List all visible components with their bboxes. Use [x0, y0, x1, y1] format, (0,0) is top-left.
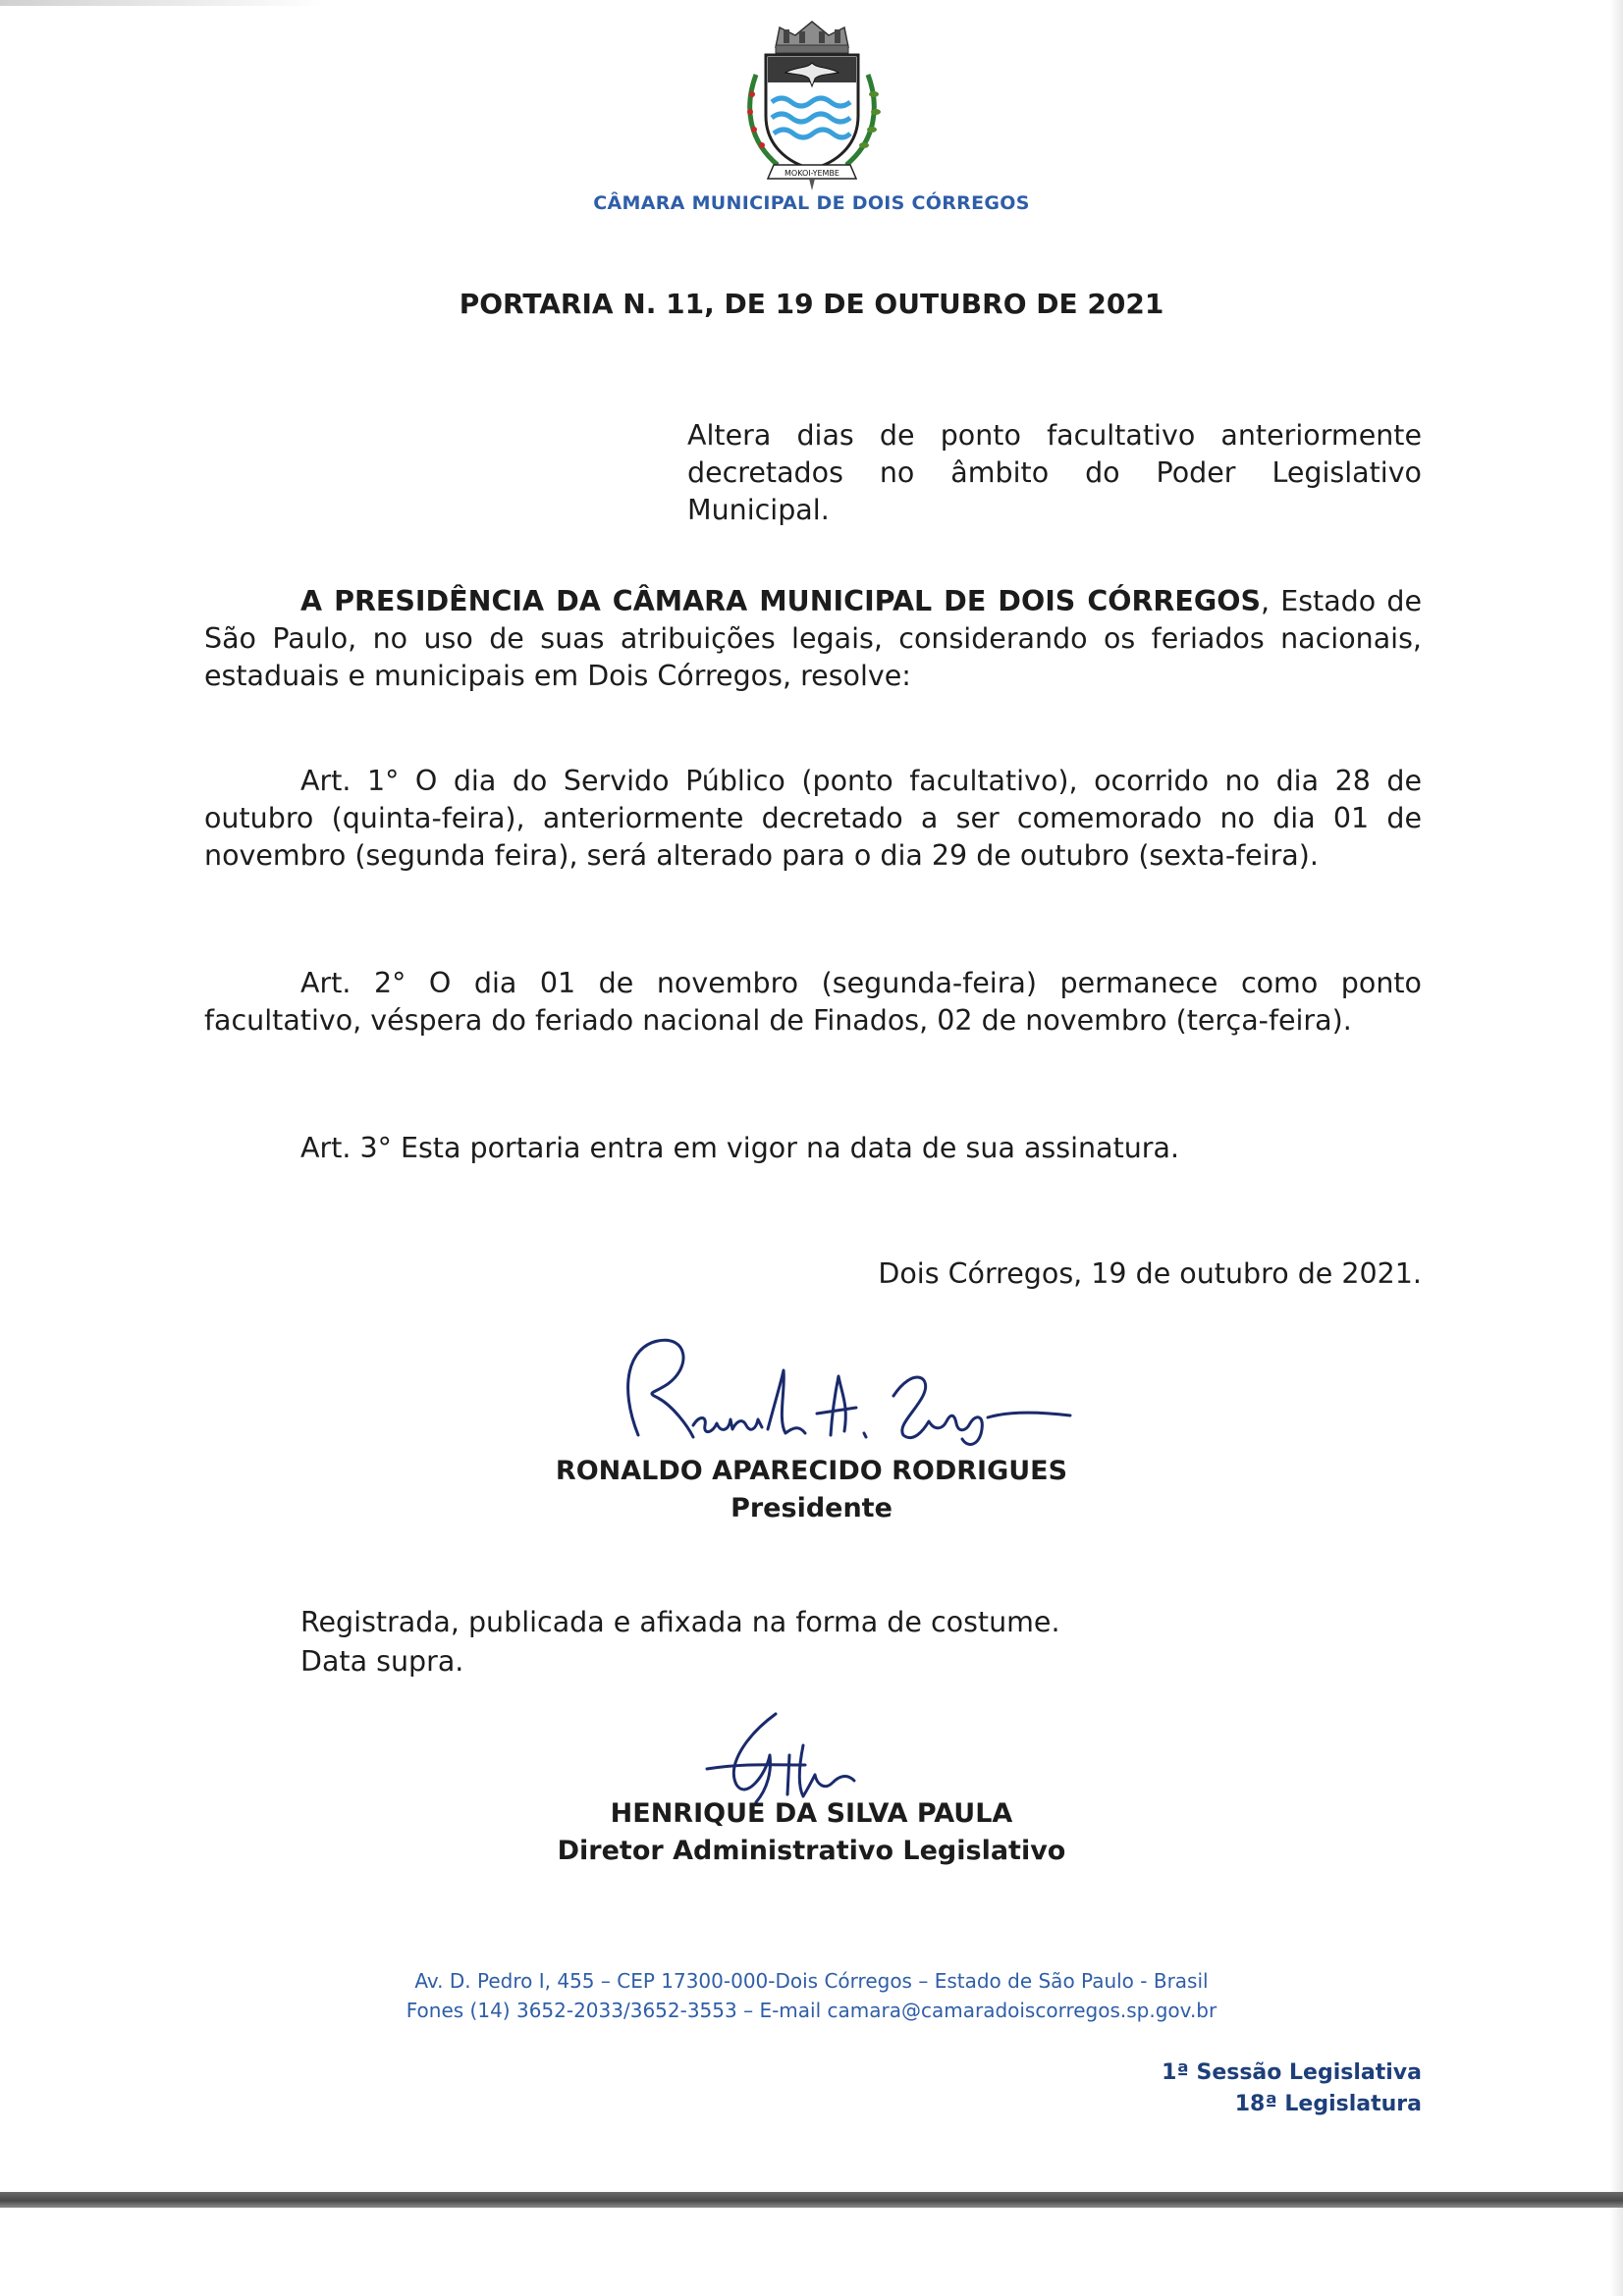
svg-text:MOKOI-YEMBE: MOKOI-YEMBE	[784, 169, 839, 178]
registration-note	[300, 1603, 1060, 1682]
signature-president	[599, 1327, 1080, 1455]
municipal-crest-logo	[738, 18, 886, 192]
chamber-name: CÂMARA MUNICIPAL DE DOIS CÓRREGOS	[593, 192, 1030, 214]
signatory-director-role: Diretor Administrativo Legislativo	[557, 1836, 1066, 1866]
registration-line-2: Data supra.	[300, 1645, 464, 1678]
scan-bottom-bar	[0, 2192, 1623, 2208]
article-2: Art. 2° O dia 01 de novembro (segunda-feira) permanece como ponto facultativo, véspera do feriado nacional de Finados, 02 de novembro (terça-feira).	[204, 967, 1422, 1037]
preamble-paragraph	[204, 583, 1422, 695]
registration-line-1: Registrada, publicada e afixada na forma de costume.	[300, 1606, 1060, 1638]
footer-address: Av. D. Pedro I, 455 – CEP 17300-000-Dois Córregos – Estado de São Paulo - Brasil	[414, 1969, 1209, 1993]
signatory-president-role: Presidente	[730, 1493, 893, 1523]
signatory-director-name: HENRIQUE DA SILVA PAULA	[610, 1798, 1013, 1829]
legislative-session	[1162, 2057, 1422, 2120]
preamble-text: , Estado de São Paulo, no uso de suas atribuições legais, considerando os feriados nacionais, estaduais e municipais em Dois Córregos, resolve:	[204, 585, 1422, 692]
signatory-president	[0, 1453, 1623, 1527]
signatory-president-name: RONALDO APARECIDO RODRIGUES	[555, 1456, 1068, 1486]
footer-contacts: Fones (14) 3652-2033/3652-3553 – E-mail camara@camaradoiscorregos.sp.gov.br	[406, 1999, 1217, 2022]
article-3: Art. 3° Esta portaria entra em vigor na data de sua assinatura.	[300, 1132, 1180, 1164]
signatory-director	[0, 1795, 1623, 1870]
scan-right-edge	[1610, 0, 1623, 2296]
session-line-2: 18ª Legislatura	[1234, 2092, 1422, 2116]
document-title: PORTARIA N. 11, DE 19 DE OUTUBRO DE 2021	[459, 288, 1164, 320]
footer-contact	[0, 1966, 1623, 2025]
ementa: Altera dias de ponto facultativo anteriormente decretados no âmbito do Poder Legislativo Municipal.	[687, 419, 1422, 526]
article-1: Art. 1° O dia do Servido Público (ponto facultativo), ocorrido no dia 28 de outubro (quinta-feira), anteriormente decretado a ser comemorado no dia 01 de novembro (segunda feira), será alterado para o dia 29 de outubro (sexta-feira).	[204, 765, 1422, 872]
preamble-bold: A PRESIDÊNCIA DA CÂMARA MUNICIPAL DE DOIS CÓRREGOS	[300, 585, 1261, 617]
session-line-1: 1ª Sessão Legislativa	[1162, 2060, 1422, 2085]
place-date: Dois Córregos, 19 de outubro de 2021.	[878, 1257, 1422, 1290]
scan-top-mark	[0, 0, 324, 6]
